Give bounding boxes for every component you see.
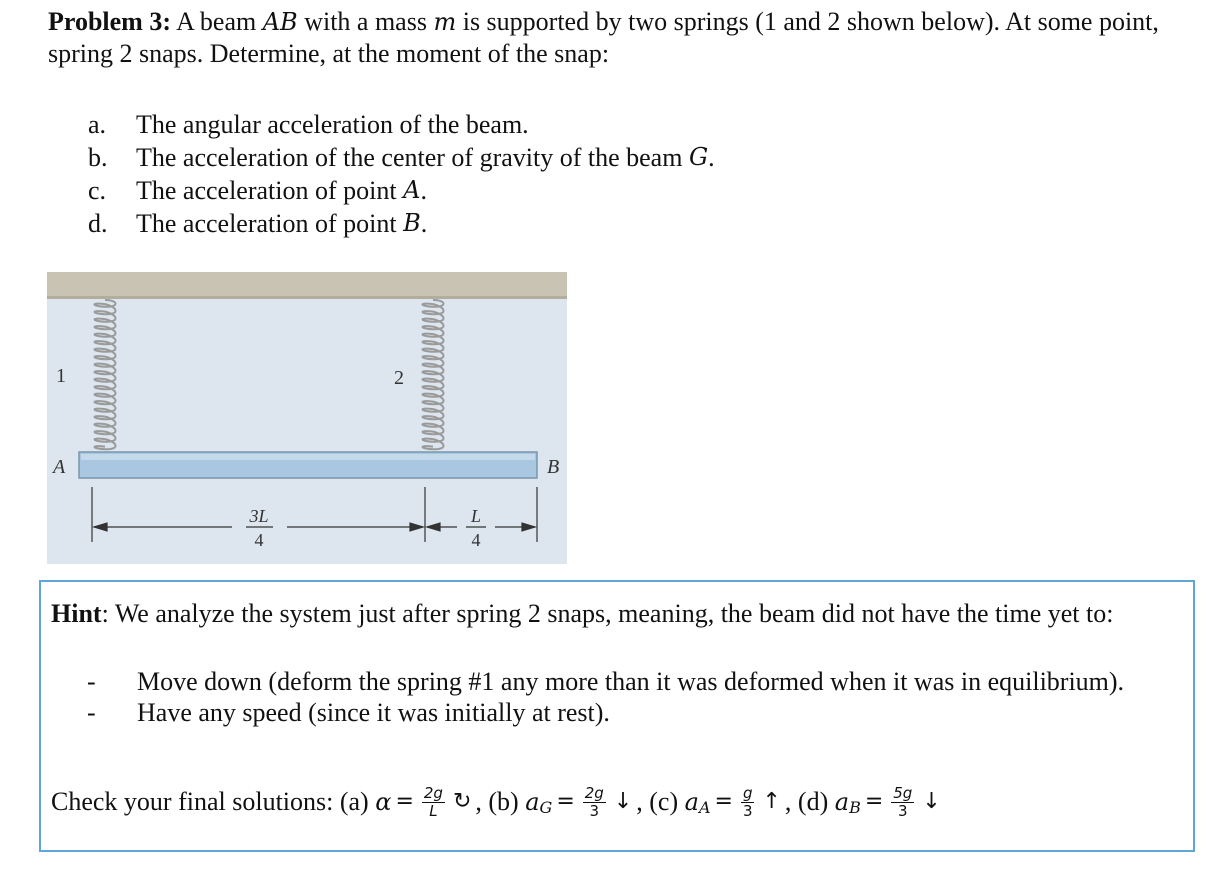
answer-d-fraction: $\frac{5g}{3}$	[893, 783, 913, 820]
problem-text-1: A beam	[171, 7, 263, 36]
svg-text:L: L	[470, 506, 482, 526]
problem-text-2: with a mass	[297, 7, 434, 36]
point-a-label: A	[53, 456, 66, 478]
part-a: a. The angular acceleration of the beam.	[88, 110, 529, 139]
hint-box	[39, 580, 1195, 852]
hint-bullet-1: - Move down (deform the spring #1 any more than it was deformed when it was in equilibrium).	[87, 667, 1125, 696]
down-arrow-icon: ↓	[613, 789, 633, 814]
hint-bullet-2: - Have any speed (since it was initially at rest).	[87, 698, 610, 727]
final-solutions: Check your final solutions: (a) α = $\frac{2g}{L}$ ↻ , (b) a G = $\frac{2g}{3}$ ↓ , (c) a A = $\frac{g}{3}$ ↑ , (d) a B = $\frac{5g}{3}$ ↓	[51, 782, 945, 822]
svg-text:4: 4	[254, 530, 264, 550]
spring-2-label: 2	[394, 367, 404, 389]
part-d: d. The acceleration of point B .	[88, 209, 428, 238]
problem-text-3: is supported by two springs (1 and 2 shown below). At some point, spring 2 snaps. Determine, at the moment of the snap:	[48, 7, 1159, 68]
spring-1-label: 1	[56, 365, 66, 387]
hint-label: Hint	[51, 599, 102, 628]
svg-text:4: 4	[471, 530, 481, 550]
part-c: c. The acceleration of point A .	[88, 176, 427, 205]
beam-spring-figure	[47, 272, 567, 564]
parts-list	[88, 108, 715, 240]
problem-label: Problem 3:	[48, 7, 171, 36]
problem-statement	[48, 6, 1188, 70]
svg-text:3L: 3L	[249, 506, 269, 526]
up-arrow-icon: ↑	[762, 789, 781, 814]
ccw-arrow-icon: ↻	[452, 789, 472, 814]
answer-c-fraction: $\frac{g}{3}$	[742, 783, 753, 820]
answer-b-fraction: $\frac{2g}{3}$	[584, 783, 604, 820]
beam-var: AB	[262, 8, 298, 36]
part-b: b. The acceleration of the center of gravity of the beam G .	[88, 143, 715, 172]
mass-var: m	[433, 8, 457, 36]
hint-bullets	[87, 666, 1177, 728]
ceiling	[47, 272, 567, 298]
hint-text: Hint: We analyze the system just after spring 2 snaps, meaning, the beam did not have the time yet to:	[51, 599, 1114, 628]
down-arrow-icon: ↓	[922, 789, 941, 814]
point-b-label: B	[547, 456, 560, 478]
figure-background	[47, 272, 567, 564]
answer-a-fraction: $\frac{2g}{L}$	[423, 783, 443, 820]
